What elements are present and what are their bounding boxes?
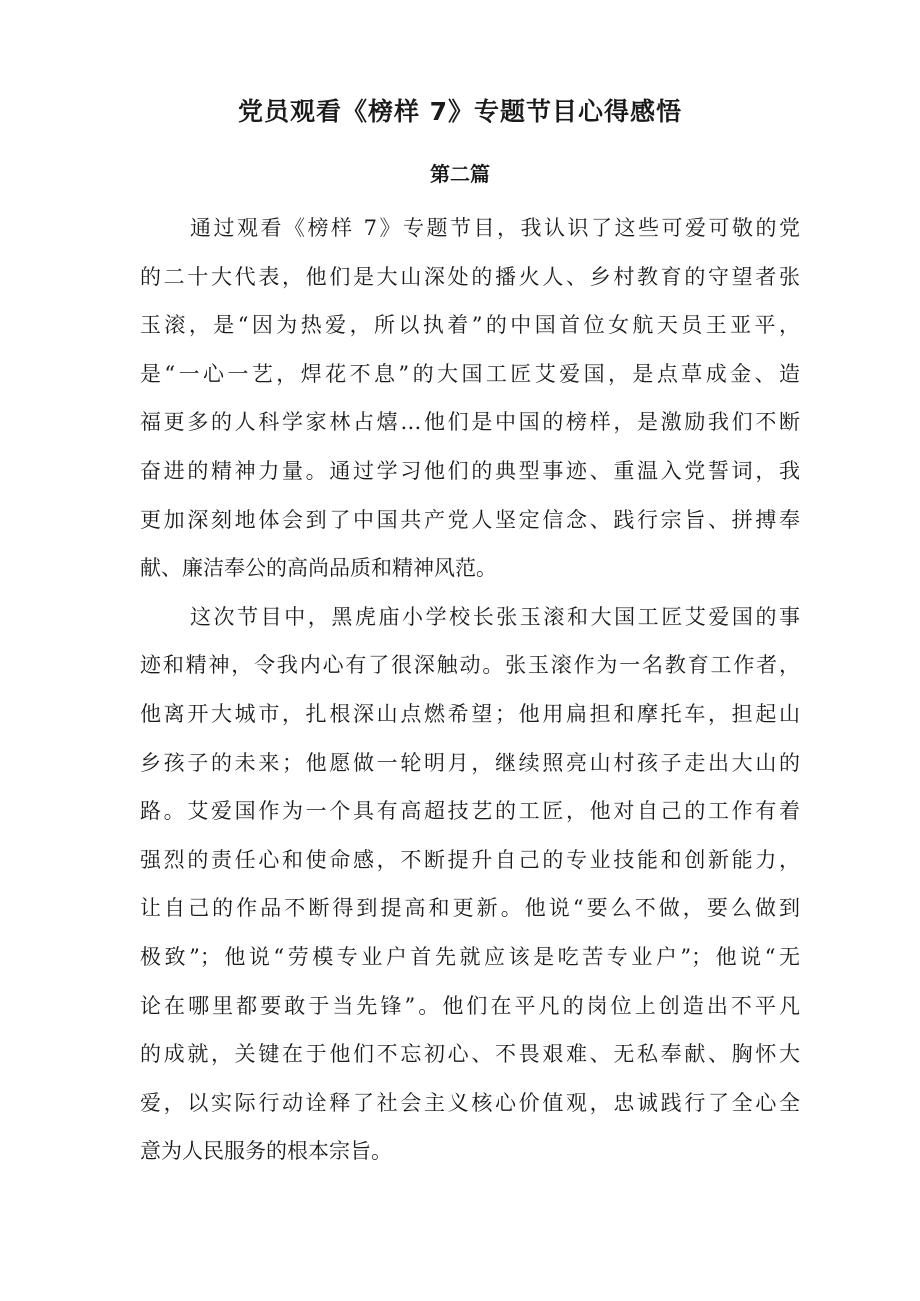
text-line: 是“一心一艺，焊花不息”的大国工匠艾爱国，是点草成金、造 — [140, 361, 800, 386]
document-subtitle: 第二篇 — [430, 162, 490, 186]
text-line: 他离开大城市，扎根深山点燃希望；他用扁担和摩托车，担起山 — [140, 701, 800, 726]
text-line: 的二十大代表，他们是大山深处的播火人、乡村教育的守望者张 — [140, 264, 800, 289]
text-line: 的成就，关键在于他们不忘初心、不畏艰难、无私奉献、胸怀大 — [140, 1042, 800, 1067]
text-line: 通过观看《榜样 7》专题节目，我认识了这些可爱可敬的党 — [190, 216, 800, 240]
text-line: 更加深刻地体会到了中国共产党人坚定信念、践行宗旨、拼搏奉 — [140, 507, 800, 532]
text-line: 奋进的精神力量。通过学习他们的典型事迹、重温入党誓词，我 — [140, 458, 800, 483]
text-line: 这次节目中，黑虎庙小学校长张玉滚和大国工匠艾爱国的事 — [190, 604, 800, 629]
text-line: 强烈的责任心和使命感，不断提升自己的专业技能和创新能力， — [140, 847, 800, 872]
text-line: 爱，以实际行动诠释了社会主义核心价值观，忠诚践行了全心全 — [140, 1090, 800, 1115]
document-body — [140, 204, 800, 1176]
document-title: 党员观看《榜样 7》专题节目心得感悟 — [237, 97, 683, 126]
text-line: 路。艾爱国作为一个具有高超技艺的工匠，他对自己的工作有着 — [140, 799, 800, 824]
text-line: 福更多的人科学家林占熺…他们是中国的榜样，是激励我们不断 — [140, 410, 800, 435]
text-line: 意为人民服务的根本宗旨。 — [140, 1139, 392, 1164]
paragraph-1 — [140, 204, 800, 593]
text-line: 让自己的作品不断得到提高和更新。他说“要么不做，要么做到 — [140, 896, 800, 921]
text-line: 献、廉洁奉公的高尚品质和精神风范。 — [140, 556, 497, 581]
text-line: 论在哪里都要敢于当先锋”。他们在平凡的岗位上创造出不平凡 — [140, 993, 800, 1018]
text-line: 迹和精神，令我内心有了很深触动。张玉滚作为一名教育工作者， — [140, 653, 800, 678]
paragraph-2 — [140, 593, 800, 1176]
text-line: 乡孩子的未来；他愿做一轮明月，继续照亮山村孩子走出大山的 — [140, 750, 800, 775]
text-line: 极致”；他说“劳模专业户首先就应该是吃苦专业户”；他说“无 — [140, 944, 800, 969]
text-line: 玉滚，是“因为热爱，所以执着”的中国首位女航天员王亚平， — [140, 313, 800, 338]
